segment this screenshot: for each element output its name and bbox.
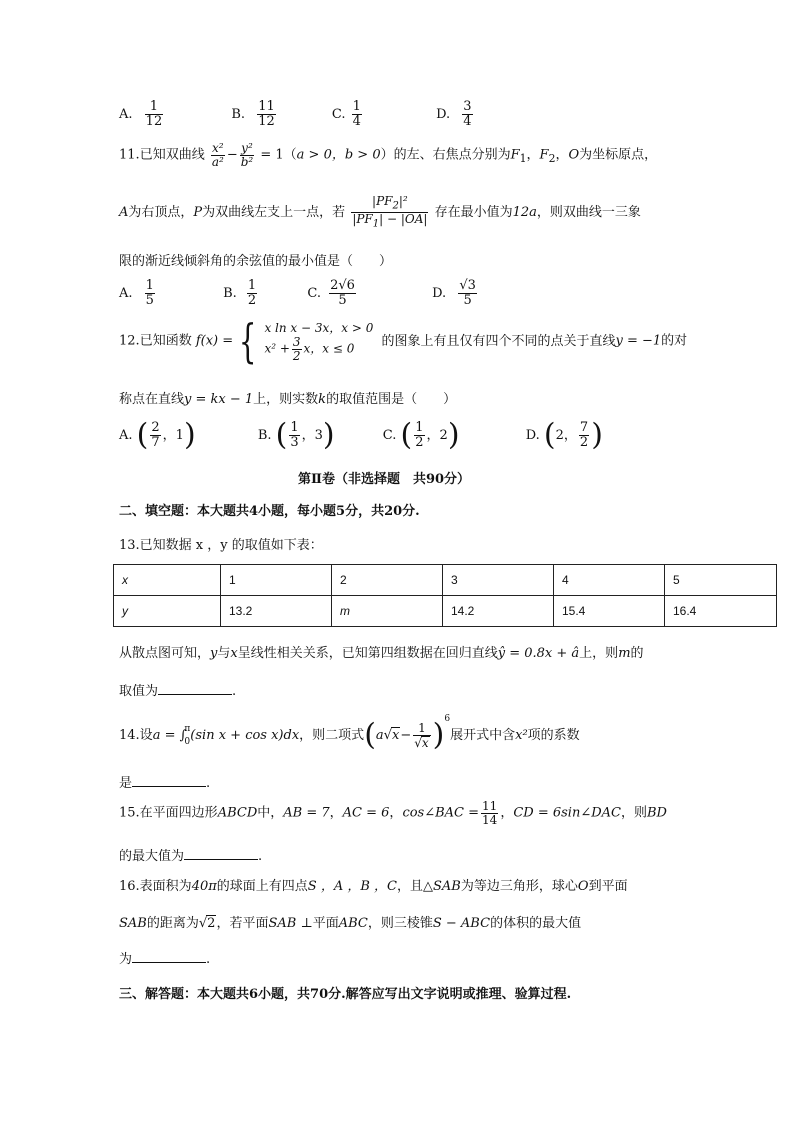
q13-line2: 取值为 . [119,684,237,699]
q15-line1: 15.在平面四边形ABCD中，AB = 7，AC = 6，cos∠BAC = $\frac{11}{14}$ ，CD = 6sin∠DAC，则BD [119,799,667,827]
table-cell: 13.2 [221,596,332,627]
q10-option-b: B. $\frac{11}{12}$ [231,99,275,129]
q11-option-a: A. $\frac{1}{5}$ [119,278,154,308]
q12-option-c: C. ( $\frac{1}{2}$ ，2) [382,417,460,452]
q16-line3: 为 . [119,952,211,967]
table-row [114,596,777,627]
q11-line1: 11.已知双曲线 $\frac{\text{x²}}{\text{a²}}$ − $\frac{\text{y²}}{\text{b²}}$ = 1（a > 0，b > 0）的左、右焦点分别为$F_1$，$F_2$，O为坐标原点， [119,141,658,169]
q10-option-c: C. $\frac{1}{4}$ [331,99,361,129]
q16-line2: SAB的距离为√2，若平面SAB ⊥平面ABC，则三棱锥S − ABC的体积的最大值 [119,916,582,931]
q15-line2: 的最大值为 . [119,849,263,864]
q10-options [119,100,475,128]
q10-option-d: D. $\frac{3}{4}$ [436,99,472,129]
q12-option-d: D. (2， $\frac{7}{2}$ ) [525,417,603,452]
q14-line1: 14.设a = ∫π 0(sin x + cos x)dx，则二项式(a√x− $\frac{1}{√x}$ )$^6$展开式中含x²项的系数 [119,714,580,753]
q13-line1: 从散点图可知，y与x呈线性相关关系，已知第四组数据在回归直线ŷ = 0.8x + â上，则m的 [119,646,644,661]
fill-in-header: 二、填空题：本大题共4小题，每小题5分，共20分. [119,504,420,519]
table-cell: m [332,596,443,627]
q12-option-a: A. ( $\frac{2}{7}$ ，1) [119,417,196,452]
table-cell: 14.2 [443,596,554,627]
q11-option-b: B. $\frac{1}{2}$ [223,278,257,308]
q11-line3: 限的渐近线倾斜角的余弦值的最小值是（ ） [119,254,393,269]
table-row [114,565,777,596]
table-cell: 1 [221,565,332,596]
q11-option-c: C. $\frac{2√6}{5}$ [307,278,355,308]
q14-line2: 是 . [119,776,211,791]
table-cell: 2 [332,565,443,596]
solve-header: 三、解答题：本大题共6小题，共70分.解答应写出文字说明或推理、验算过程. [119,987,572,1002]
section2-title: 第Ⅱ卷（非选择题 共90分） [298,472,471,487]
q13-intro: 13.已知数据 x ，y 的取值如下表： [119,538,323,553]
q12-line2: 称点在直线y = kx − 1上，则实数k的取值范围是（ ） [119,392,457,407]
q10-option-a: A. $\frac{1}{12}$ [119,99,163,129]
table-cell: 15.4 [554,596,665,627]
q11-line2: A为右顶点，P为双曲线左支上一点，若 $\frac{|PF_2|^2}{|PF_1| - |OA|}$ 存在最小值为12a，则双曲线一三象 [119,194,641,230]
q11-option-d: D. $\frac{√3}{5}$ [432,278,476,308]
q12-option-b: B. ( $\frac{1}{3}$ ，3) [257,417,335,452]
table-cell: y [114,596,221,627]
table-cell: 4 [554,565,665,596]
table-cell: 5 [665,565,777,596]
q12-line1: 12.已知函数 f(x) = { x ln x − 3x，x > 0 x² + $\frac{3}{2}$ x，x ≤ 0 的图象上有且仅有四个不同的点关于直线y = −1的对 [119,314,688,368]
table-cell: 3 [443,565,554,596]
table-cell: x [114,565,221,596]
answer-blank [158,682,232,695]
q16-line1: 16.表面积为40π的球面上有四点S ，A ，B ，C，且△SAB为等边三角形，球心O到平面 [119,879,628,894]
q11-options [119,279,479,307]
answer-blank [184,847,258,860]
table-cell: 16.4 [665,596,777,627]
answer-blank [132,774,206,787]
q12-options [119,417,603,452]
q13-table [113,564,777,627]
answer-blank [132,950,206,963]
